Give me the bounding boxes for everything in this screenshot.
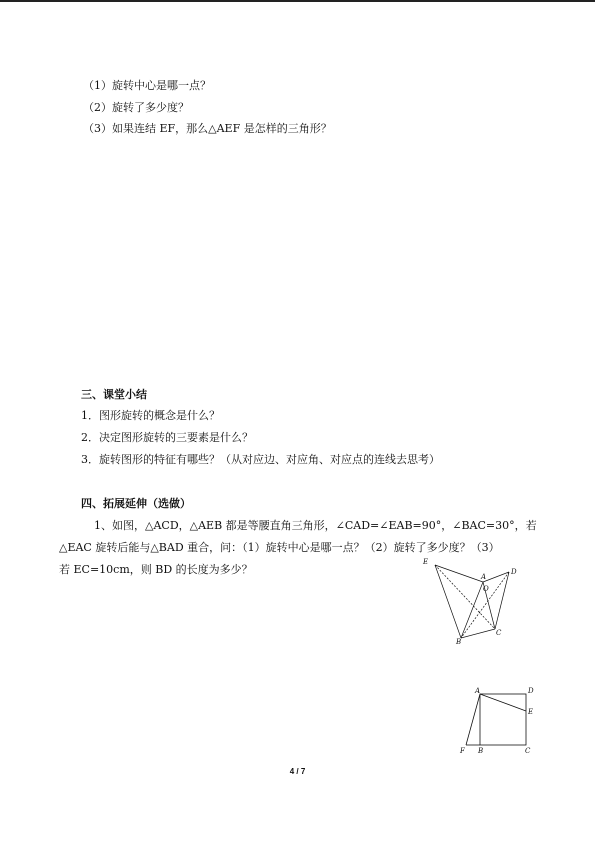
- segment-ad: [483, 572, 509, 582]
- section3-item-2: 2．决定图形旋转的三要素是什么？: [81, 431, 253, 444]
- fig2-label-f: F: [460, 747, 465, 755]
- segment-dc: [495, 572, 509, 629]
- square-abcd: [480, 694, 526, 745]
- fig1-label-e: E: [423, 558, 429, 566]
- segment-ea: [435, 565, 483, 582]
- fig2-label-e: E: [528, 708, 534, 716]
- section3-item-3: 3．旋转图形的特征有哪些？（从对应边、对应角、对应点的连线去思考）: [81, 453, 440, 466]
- problem-line-3: 若 EC=10cm，则 BD 的长度为多少？: [59, 563, 253, 576]
- problem-line-2: △EAC 旋转后能与△BAD 重合，问：（1）旋转中心是哪一点？（2）旋转了多少度？（3）: [59, 541, 500, 554]
- segment-bc: [461, 629, 495, 638]
- question-3: （3）如果连结 EF，那么△AEF 是怎样的三角形？: [83, 122, 332, 135]
- fig2-label-b: B: [478, 747, 484, 755]
- section3-item-1: 1．图形旋转的概念是什么？: [81, 409, 220, 422]
- question-1: （1）旋转中心是哪一点？: [83, 79, 211, 92]
- fig1-label-o: O: [483, 585, 489, 593]
- fig2-label-c: C: [525, 747, 531, 755]
- section3-heading: 三、课堂小结: [81, 388, 147, 401]
- segment-ae: [480, 694, 526, 711]
- top-rule: [0, 0, 595, 2]
- segment-af: [466, 694, 480, 745]
- segment-db: [461, 572, 509, 638]
- figure-2-square: [455, 684, 540, 756]
- figure-1-triangles: [420, 555, 520, 647]
- segment-ab: [461, 582, 483, 638]
- fig1-label-d: D: [511, 568, 517, 576]
- fig2-label-a: A: [475, 687, 481, 695]
- problem-line-1: 1、如图，△ACD，△AEB 都是等腰直角三角形，∠CAD=∠EAB=90°，∠BAC=30°，若: [94, 519, 537, 532]
- segment-eb: [435, 565, 461, 638]
- fig1-label-b: B: [456, 638, 462, 646]
- fig1-label-c: C: [496, 629, 502, 637]
- question-2: （2）旋转了多少度？: [83, 101, 189, 114]
- fig1-label-a: A: [481, 573, 487, 581]
- page-number: 4 / 7: [289, 767, 306, 776]
- fig2-label-d: D: [528, 687, 534, 695]
- section4-heading: 四、拓展延伸（选做）: [81, 497, 191, 510]
